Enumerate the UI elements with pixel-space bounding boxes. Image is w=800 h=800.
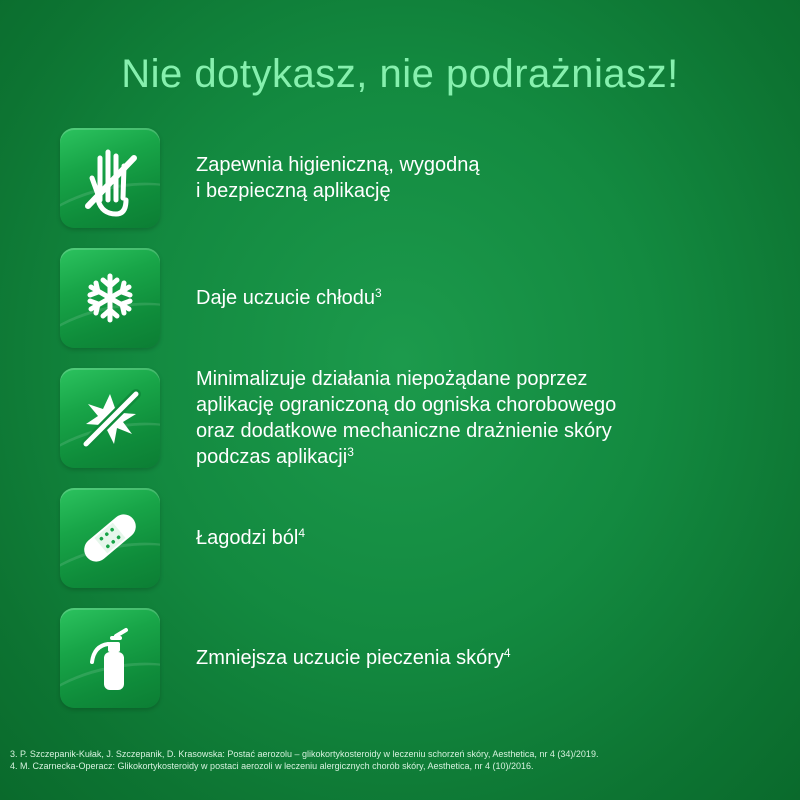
- extinguisher-tile: [60, 608, 160, 708]
- feature-line: oraz dodatkowe mechaniczne drażnienie skóry: [196, 420, 612, 442]
- footnote-ref: 3: [347, 445, 354, 459]
- feature-text-cooling: [196, 248, 776, 348]
- footnote-ref: 4: [298, 526, 305, 540]
- bandage-tile: [60, 488, 160, 588]
- footnote: 4. M. Czarnecka-Operacz: Glikokortykosteroidy w postaci aerozoli w leczeniu alergicznych chorób skóry, Aesthetica, nr 4 (10)/2016.: [10, 761, 534, 771]
- feature-line: Minimalizuje działania niepożądane poprzez: [196, 368, 588, 390]
- feature-line: aplikację ograniczoną do ogniska chorobowego: [196, 394, 617, 416]
- irritation-tile: [60, 368, 160, 468]
- feature-line: Zmniejsza uczucie pieczenia skóry$^4$: [196, 646, 511, 669]
- feature-row-burning: [60, 608, 760, 708]
- feature-text-burning: [196, 608, 776, 708]
- feature-text-side-effects: [196, 368, 776, 468]
- feature-row-pain: [60, 488, 760, 588]
- snowflake-tile: [60, 248, 160, 348]
- bandage-icon: [60, 488, 160, 588]
- feature-line: Zapewnia higieniczną, wygodną: [196, 154, 480, 176]
- feature-line: i bezpieczną aplikację: [196, 180, 391, 202]
- feature-text-pain: [196, 488, 776, 588]
- footnotes: [10, 748, 790, 772]
- feature-row-side-effects: [60, 368, 760, 468]
- crossed-hand-icon: [60, 128, 160, 228]
- feature-line: Łagodzi ból$^4$: [196, 526, 305, 549]
- feature-line: podczas aplikacji$^3$: [196, 445, 354, 468]
- page-title: Nie dotykasz, nie podrażniasz!: [121, 52, 679, 96]
- footnote-ref: 3: [375, 286, 382, 300]
- footnote-ref: 4: [503, 646, 511, 660]
- crossed-irritation-icon: [60, 368, 160, 468]
- snowflake-icon: [60, 248, 160, 348]
- feature-text-hygiene: [196, 128, 776, 228]
- feature-row-cooling: [60, 248, 760, 348]
- feature-row-hygiene: [60, 128, 760, 228]
- hand-tile: [60, 128, 160, 228]
- fire-extinguisher-icon: [60, 608, 160, 708]
- feature-line: Daje uczucie chłodu$^3$: [196, 286, 382, 309]
- footnote: 3. P. Szczepanik-Kułak, J. Szczepanik, D. Krasowska: Postać aerozolu – glikokortykosteroidy w leczeniu schorzeń skóry, Aesthetica, nr 4 (34)/2019.: [10, 749, 599, 759]
